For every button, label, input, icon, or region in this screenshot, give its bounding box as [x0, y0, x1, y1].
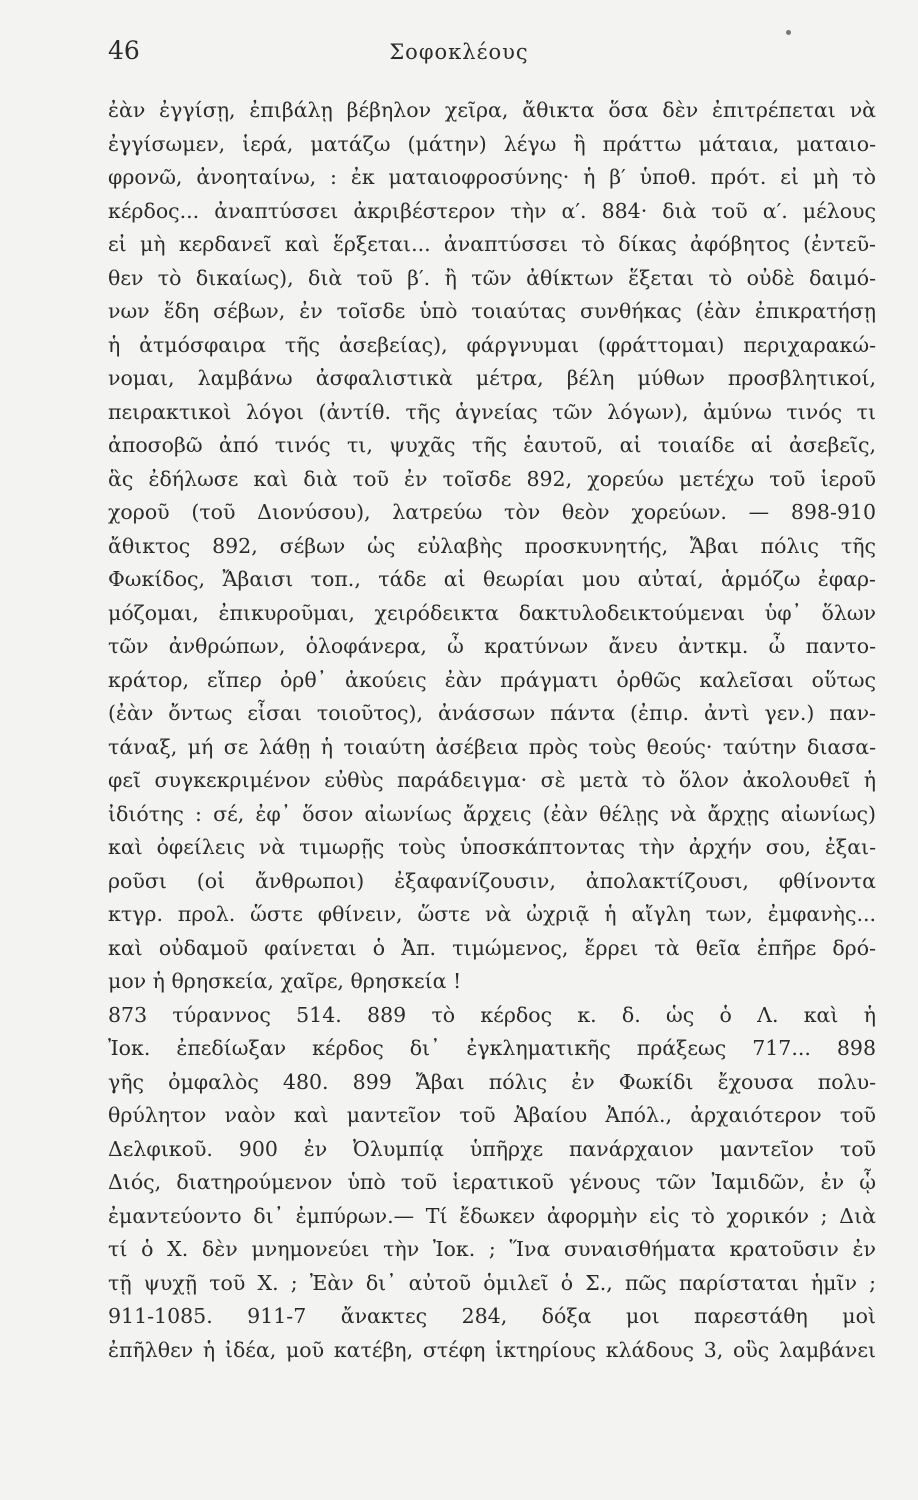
text-line: μόζομαι, ἐπικυροῦμαι, χειρόδεικτα δακτυλοδεικτούμεναι ὑφ᾽ ὅλων [108, 600, 876, 625]
text-line: νων ἕδη σέβων, ἐν τοῖσδε ὑπὸ τοιαύτας συνθήκας (ἐὰν ἐπικρατήσῃ [108, 299, 876, 323]
text-line: τάναξ, μή σε λάθῃ ἡ τοιαύτη ἀσέβεια πρὸς τοὺς θεούς· ταύτην διασα- [108, 734, 876, 759]
text-line: καὶ ὀφείλεις νὰ τιμωρῇς τοὺς ὑποσκάπτοντας τὴν ἀρχήν σου, ἐξαι- [108, 835, 876, 859]
text-line: τῶν ἀνθρώπων, ὁλοφάνερα, ὦ κρατύνων ἄνευ ἀντκμ. ὦ παντο- [108, 634, 876, 658]
text-line: εἰ μὴ κερδανεῖ καὶ ἕρξεται... ἀναπτύσσει τὸ δίκας ἀφόβητος (ἐντεῦ- [108, 232, 876, 256]
text-line: ἡ ἀτμόσφαιρα τῆς ἀσεβείας), φάργνυμαι (φράττομαι) περιχαρακώ- [108, 332, 876, 357]
text-line: ἐμαντεύοντο δι᾽ ἐμπύρων.— Τί ἔδωκεν ἀφορμὴν εἰς τὸ χορικόν ; Διὰ [108, 1203, 876, 1228]
text-line: κράτορ, εἴπερ ὀρθ᾽ ἀκούεις ἐὰν πράγματι ὀρθῶς καλεῖσαι οὕτως [108, 667, 876, 692]
text-line: ἐπῆλθεν ἡ ἰδέα, μοῦ κατέβη, στέφη ἱκτηρίους κλάδους 3, οὓς λαμβάνει [108, 1337, 876, 1362]
text-line: κέρδος... ἀναπτύσσει ἀκριβέστερον τὴν α′. 884· διὰ τοῦ α′. μέλους [108, 198, 876, 223]
text-line: (ἐὰν ὄντως εἶσαι τοιοῦτος), ἀνάσσων πάντα (ἐπιρ. ἀντὶ γεν.) παν- [108, 701, 876, 725]
page-number: 46 [108, 36, 140, 65]
text-line: ἄθικτος 892, σέβων ὡς εὐλαβὴς προσκυνητής, Ἄβαι πόλις τῆς [108, 533, 876, 558]
text-line: θεν τὸ δικαίως), διὰ τοῦ β′. ἢ τῶν ἀθίκτων ἕξεται τὸ οὐδὲ δαιμό- [108, 265, 876, 290]
text-line: τί ὁ Χ. δὲν μνημονεύει τὴν Ἰοκ. ; Ἵνα συναισθήματα κρατοῦσιν ἐν [108, 1237, 876, 1261]
text-line: γῆς ὀμφαλὸς 480. 899 Ἄβαι πόλις ἐν Φωκίδι ἔχουσα πολυ- [108, 1069, 876, 1094]
text-line: φεῖ συγκεκριμένον εὐθὺς παράδειγμα· σὲ μετὰ τὸ ὅλον ἀκολουθεῖ ἡ [108, 768, 876, 792]
text-line: κτγρ. προλ. ὥστε φθίνειν, ὥστε νὰ ὠχριᾷ ἡ αἴγλη των, ἐμφανὴς... [108, 902, 876, 926]
text-line: ροῦσι (οἱ ἄνθρωποι) ἐξαφανίζουσιν, ἀπολακτίζουσι, φθίνοντα [108, 868, 876, 893]
ink-speck [786, 30, 791, 35]
text-line: Φωκίδος, Ἄβαισι τοπ., τάδε αἱ θεωρίαι μου αὐταί, ἁρμόζω ἐφαρ- [108, 567, 876, 591]
text-line: χοροῦ (τοῦ Διονύσου), λατρεύω τὸν θεὸν χορεύων. — 898-910 [108, 500, 876, 524]
text-line: φρονῶ, ἀνοηταίνω, : ἐκ ματαιοφροσύνης· ἡ β′ ὑποθ. πρότ. εἰ μὴ τὸ [108, 165, 876, 189]
text-line: τῇ ψυχῇ τοῦ Χ. ; Ἐὰν δι᾽ αὐτοῦ ὁμιλεῖ ὁ Σ., πῶς παρίσταται ἡμῖν ; [108, 1270, 876, 1295]
text-line: θρύλητον ναὸν καὶ μαντεῖον τοῦ Ἀβαίου Ἀπόλ., ἀρχαιότερον τοῦ [108, 1103, 876, 1127]
text-line: 911-1085. 911-7 ἄνακτες 284, δόξα μοι παρεστάθη μοὶ [108, 1304, 876, 1328]
running-title: Σοφοκλέους [389, 40, 529, 64]
text-line: Διός, διατηρούμενον ὑπὸ τοῦ ἱερατικοῦ γένους τῶν Ἰαμιδῶν, ἐν ᾧ [108, 1170, 876, 1194]
commentary-text [108, 94, 876, 1367]
text-line: ἐγγίσωμεν, ἱερά, ματάζω (μάτην) λέγω ἢ πράττω μάταια, ματαιο- [108, 131, 876, 156]
text-line: ἀποσοβῶ ἀπό τινός τι, ψυχᾶς τῆς ἑαυτοῦ, αἱ τοιαίδε αἱ ἀσεβεῖς, [108, 433, 876, 457]
text-line: νομαι, λαμβάνω ἀσφαλιστικὰ μέτρα, βέλη μύθων προσβλητικοί, [108, 366, 876, 390]
text-line: ἃς ἐδήλωσε καὶ διὰ τοῦ ἐν τοῖσδε 892, χορεύω μετέχω τοῦ ἱεροῦ [108, 466, 876, 491]
text-line: καὶ οὐδαμοῦ φαίνεται ὁ Ἀπ. τιμώμενος, ἔρρει τὰ θεῖα ἐπῆρε δρό- [108, 935, 876, 960]
text-line: 873 τύραννος 514. 889 τὸ κέρδος κ. δ. ὡς ὁ Λ. καὶ ἡ [108, 1002, 876, 1027]
text-line: πειρακτικοὶ λόγοι (ἀντίθ. τῆς ἁγνείας τῶν λόγων), ἀμύνω τινός τι [108, 399, 876, 424]
text-line: Ἰοκ. ἐπεδίωξαν κέρδος δι᾽ ἐγκληματικῆς πράξεως 717... 898 [108, 1036, 876, 1060]
text-line: ἐὰν ἐγγίσῃ, ἐπιβάλῃ βέβηλον χεῖρα, ἄθικτα ὅσα δὲν ἐπιτρέπεται νὰ [108, 98, 876, 122]
text-line: Δελφικοῦ. 900 ἐν Ὀλυμπίᾳ ὑπῆρχε πανάρχαιον μαντεῖον τοῦ [108, 1136, 876, 1161]
text-line: ἰδιότης : σέ, ἐφ᾽ ὅσον αἰωνίως ἄρχεις (ἐὰν θέλῃς νὰ ἄρχῃς αἰωνίως) [108, 801, 876, 826]
text-line: μον ἡ θρησκεία, χαῖρε, θρησκεία ! [108, 969, 462, 993]
